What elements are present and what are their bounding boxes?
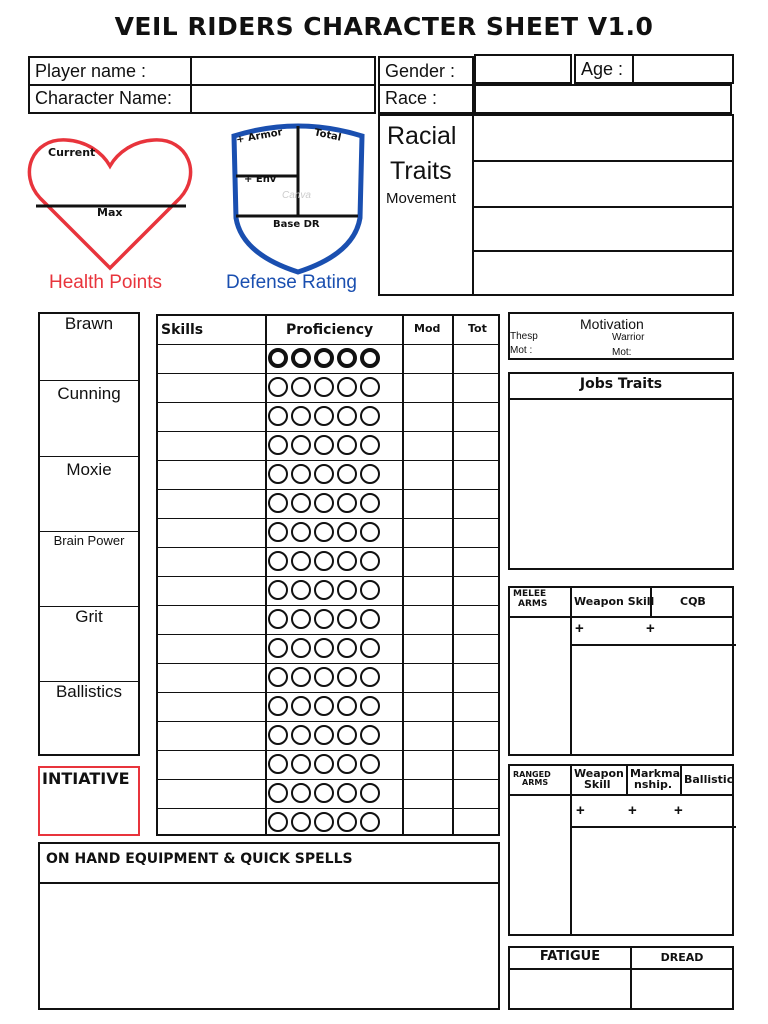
proficiency-circle[interactable] xyxy=(268,551,288,571)
proficiency-circle[interactable] xyxy=(314,609,334,629)
motivation-warrior-mot[interactable]: Mot: xyxy=(612,347,632,358)
racial-traits-line1: Racial xyxy=(387,122,457,150)
proficiency-circle[interactable] xyxy=(268,696,288,716)
motivation-thesp-mot[interactable]: Mot : xyxy=(510,345,533,356)
proficiency-circle[interactable] xyxy=(314,580,334,600)
proficiency-circle[interactable] xyxy=(291,725,311,745)
proficiency-circle[interactable] xyxy=(314,522,334,542)
proficiency-circle[interactable] xyxy=(291,696,311,716)
motivation-warrior: Warrior xyxy=(612,332,645,343)
proficiency-circle[interactable] xyxy=(360,522,380,542)
proficiency-circle[interactable] xyxy=(337,348,357,368)
equipment-box[interactable] xyxy=(38,842,500,1010)
stat-grit[interactable]: Grit xyxy=(75,607,103,626)
tot-header: Tot xyxy=(468,322,487,335)
table-row[interactable] xyxy=(158,344,498,374)
proficiency-circle[interactable] xyxy=(268,493,288,513)
proficiency-circles xyxy=(268,377,383,397)
stat-cunning[interactable]: Cunning xyxy=(57,384,121,403)
proficiency-circle[interactable] xyxy=(360,638,380,658)
racial-trait-field-3[interactable] xyxy=(472,206,734,252)
proficiency-circle[interactable] xyxy=(268,522,288,542)
proficiency-circle[interactable] xyxy=(268,667,288,687)
proficiency-circle[interactable] xyxy=(291,754,311,774)
jobs-traits-box[interactable] xyxy=(508,372,734,570)
proficiency-circle[interactable] xyxy=(268,783,288,803)
proficiency-circle[interactable] xyxy=(337,406,357,426)
movement-label: Movement xyxy=(386,190,457,207)
ranged-plus-1: + xyxy=(576,802,585,819)
racial-traits-line2: Traits xyxy=(390,157,452,185)
proficiency-circle[interactable] xyxy=(314,725,334,745)
proficiency-circle[interactable] xyxy=(291,551,311,571)
proficiency-circle[interactable] xyxy=(337,783,357,803)
proficiency-circle[interactable] xyxy=(291,638,311,658)
table-row[interactable] xyxy=(158,721,498,751)
character-name-label: Character Name: xyxy=(35,88,173,108)
table-row[interactable] xyxy=(158,576,498,606)
proficiency-circles xyxy=(268,522,383,542)
proficiency-circle[interactable] xyxy=(360,551,380,571)
dread-box[interactable] xyxy=(630,946,734,1010)
sheet-title: VEIL RIDERS CHARACTER SHEET V1.0 xyxy=(114,12,654,41)
proficiency-circle[interactable] xyxy=(268,435,288,455)
age-field[interactable] xyxy=(632,54,734,84)
stats-column xyxy=(38,312,140,756)
health-current-label: Current xyxy=(48,146,96,159)
proficiency-circle[interactable] xyxy=(337,609,357,629)
proficiency-header: Proficiency xyxy=(286,322,374,338)
proficiency-circle[interactable] xyxy=(291,493,311,513)
proficiency-circle[interactable] xyxy=(337,580,357,600)
ranged-label-a: RANGED xyxy=(513,770,551,779)
proficiency-circle[interactable] xyxy=(337,725,357,745)
table-row[interactable] xyxy=(158,750,498,780)
gender-label: Gender : xyxy=(385,61,456,81)
proficiency-circle[interactable] xyxy=(314,406,334,426)
jobs-traits-title: Jobs Traits xyxy=(579,376,663,392)
proficiency-circle[interactable] xyxy=(337,493,357,513)
table-row[interactable] xyxy=(158,431,498,461)
player-name-label: Player name : xyxy=(35,61,147,81)
proficiency-circle[interactable] xyxy=(291,580,311,600)
proficiency-circle[interactable] xyxy=(291,783,311,803)
proficiency-circle[interactable] xyxy=(291,435,311,455)
table-row[interactable] xyxy=(158,634,498,664)
table-row[interactable] xyxy=(158,460,498,490)
proficiency-circle[interactable] xyxy=(291,522,311,542)
character-name-field[interactable] xyxy=(190,84,376,114)
fatigue-box[interactable] xyxy=(508,946,632,1010)
proficiency-circles xyxy=(268,609,383,629)
table-row[interactable] xyxy=(158,779,498,809)
proficiency-circle[interactable] xyxy=(360,754,380,774)
melee-plus-1: + xyxy=(575,620,584,637)
health-points-caption: Health Points xyxy=(49,272,163,293)
ranged-ballistic-header: Ballistic xyxy=(684,773,734,786)
proficiency-circle[interactable] xyxy=(268,580,288,600)
proficiency-circle[interactable] xyxy=(314,348,334,368)
table-row[interactable] xyxy=(158,489,498,519)
proficiency-circle[interactable] xyxy=(268,609,288,629)
proficiency-circle[interactable] xyxy=(360,406,380,426)
proficiency-circles xyxy=(268,580,383,600)
proficiency-circle[interactable] xyxy=(360,464,380,484)
proficiency-circle[interactable] xyxy=(291,348,311,368)
proficiency-circle[interactable] xyxy=(360,609,380,629)
stat-brain-power[interactable]: Brain Power xyxy=(53,533,125,548)
proficiency-circle[interactable] xyxy=(360,493,380,513)
proficiency-circle[interactable] xyxy=(291,609,311,629)
equipment-title: ON HAND EQUIPMENT & QUICK SPELLS xyxy=(46,851,353,867)
defense-watermark: Canva xyxy=(282,190,311,201)
proficiency-circle[interactable] xyxy=(314,812,334,832)
proficiency-circle[interactable] xyxy=(268,638,288,658)
proficiency-circles xyxy=(268,783,383,803)
dread-label: DREAD xyxy=(660,951,704,964)
proficiency-circle[interactable] xyxy=(314,754,334,774)
gender-field[interactable] xyxy=(474,54,572,84)
proficiency-circle[interactable] xyxy=(337,638,357,658)
proficiency-circle[interactable] xyxy=(268,812,288,832)
proficiency-circle[interactable] xyxy=(337,377,357,397)
age-label-box xyxy=(574,54,634,84)
character-name-label-box xyxy=(28,84,192,114)
proficiency-circles xyxy=(268,435,383,455)
melee-label-b: ARMS xyxy=(518,599,548,609)
proficiency-circle[interactable] xyxy=(268,406,288,426)
stat-ballistics[interactable]: Ballistics xyxy=(55,682,123,701)
proficiency-circles xyxy=(268,493,383,513)
proficiency-circles xyxy=(268,638,383,658)
proficiency-circle[interactable] xyxy=(291,464,311,484)
proficiency-circle[interactable] xyxy=(337,667,357,687)
proficiency-circle[interactable] xyxy=(337,522,357,542)
table-row[interactable] xyxy=(158,402,498,432)
proficiency-circle[interactable] xyxy=(314,464,334,484)
racial-trait-field-2[interactable] xyxy=(472,160,734,208)
table-row[interactable] xyxy=(158,692,498,722)
proficiency-circles xyxy=(268,667,383,687)
proficiency-circle[interactable] xyxy=(360,696,380,716)
health-max-label: Max xyxy=(97,206,123,219)
table-row[interactable] xyxy=(158,373,498,403)
proficiency-circles xyxy=(268,725,383,745)
movement-field[interactable] xyxy=(472,250,734,296)
proficiency-circle[interactable] xyxy=(360,377,380,397)
race-label: Race : xyxy=(385,88,438,108)
proficiency-circle[interactable] xyxy=(268,464,288,484)
initiative-label: INTIATIVE xyxy=(42,769,130,788)
fatigue-label: FATIGUE xyxy=(539,949,601,964)
racial-traits-label-box xyxy=(378,114,474,296)
proficiency-circle[interactable] xyxy=(360,348,380,368)
stat-moxie[interactable]: Moxie xyxy=(66,460,112,479)
defense-env-label: + Env xyxy=(244,174,277,185)
ranged-weapon-skill-b: Skill xyxy=(584,778,611,791)
table-row[interactable] xyxy=(158,547,498,577)
proficiency-circles xyxy=(268,754,383,774)
motivation-box xyxy=(508,312,734,360)
ranged-marksmanship-b: nship. xyxy=(634,778,673,791)
proficiency-circles xyxy=(268,464,383,484)
player-name-label-box xyxy=(28,56,192,86)
mod-header: Mod xyxy=(414,322,441,335)
proficiency-circle[interactable] xyxy=(314,667,334,687)
proficiency-circle[interactable] xyxy=(360,725,380,745)
proficiency-circle[interactable] xyxy=(314,493,334,513)
ranged-plus-2: + xyxy=(628,802,637,819)
melee-weapon-skill-header: Weapon Skill xyxy=(574,595,655,608)
proficiency-circle[interactable] xyxy=(337,464,357,484)
proficiency-circle[interactable] xyxy=(337,812,357,832)
defense-base-dr-label: Base DR xyxy=(273,219,320,230)
race-field[interactable] xyxy=(474,84,732,114)
skills-table xyxy=(156,314,500,836)
table-row[interactable] xyxy=(158,605,498,635)
proficiency-circle[interactable] xyxy=(314,696,334,716)
melee-label-a: MELEE xyxy=(513,589,547,599)
proficiency-circles xyxy=(268,348,383,368)
ranged-arms-box xyxy=(508,764,734,936)
proficiency-circle[interactable] xyxy=(360,812,380,832)
ranged-label-b: ARMS xyxy=(522,778,549,787)
gender-label-box xyxy=(378,56,474,86)
proficiency-circle[interactable] xyxy=(360,580,380,600)
initiative-box[interactable] xyxy=(38,766,140,836)
proficiency-circle[interactable] xyxy=(291,812,311,832)
proficiency-circle[interactable] xyxy=(360,667,380,687)
motivation-title: Motivation xyxy=(580,316,644,332)
table-row[interactable] xyxy=(158,518,498,548)
proficiency-circles xyxy=(268,551,383,571)
proficiency-circle[interactable] xyxy=(337,435,357,455)
motivation-thesp: Thesp xyxy=(510,331,538,342)
proficiency-circles xyxy=(268,406,383,426)
proficiency-circle[interactable] xyxy=(314,377,334,397)
ranged-weapon-skill-a: Weapon xyxy=(574,767,624,780)
defense-armor-label: + Armor xyxy=(235,127,284,146)
proficiency-circle[interactable] xyxy=(268,348,288,368)
proficiency-circle[interactable] xyxy=(337,551,357,571)
melee-plus-2: + xyxy=(646,620,655,637)
proficiency-circle[interactable] xyxy=(291,667,311,687)
player-name-field[interactable] xyxy=(190,56,376,86)
defense-rating-caption: Defense Rating xyxy=(226,272,357,293)
proficiency-circle[interactable] xyxy=(314,551,334,571)
table-row[interactable] xyxy=(158,663,498,693)
ranged-marksmanship-a: Markma xyxy=(630,767,680,780)
melee-arms-box xyxy=(508,586,734,756)
race-label-box xyxy=(378,84,474,114)
proficiency-circle[interactable] xyxy=(314,783,334,803)
proficiency-circle[interactable] xyxy=(291,406,311,426)
table-row[interactable] xyxy=(158,808,498,838)
proficiency-circle[interactable] xyxy=(360,435,380,455)
skills-header: Skills xyxy=(161,322,204,338)
racial-trait-field-1[interactable] xyxy=(472,114,734,162)
proficiency-circle[interactable] xyxy=(268,377,288,397)
proficiency-circle[interactable] xyxy=(337,696,357,716)
stat-brawn[interactable]: Brawn xyxy=(64,314,114,333)
proficiency-circle[interactable] xyxy=(291,377,311,397)
melee-cqb-header: CQB xyxy=(680,595,706,608)
proficiency-circles xyxy=(268,812,383,832)
ranged-plus-3: + xyxy=(674,802,683,819)
proficiency-circle[interactable] xyxy=(337,754,357,774)
proficiency-circle[interactable] xyxy=(314,638,334,658)
defense-total-label: Total xyxy=(313,127,343,144)
age-label: Age : xyxy=(581,59,624,79)
proficiency-circle[interactable] xyxy=(268,754,288,774)
proficiency-circles xyxy=(268,696,383,716)
proficiency-circle[interactable] xyxy=(268,725,288,745)
proficiency-circle[interactable] xyxy=(360,783,380,803)
proficiency-circle[interactable] xyxy=(314,435,334,455)
